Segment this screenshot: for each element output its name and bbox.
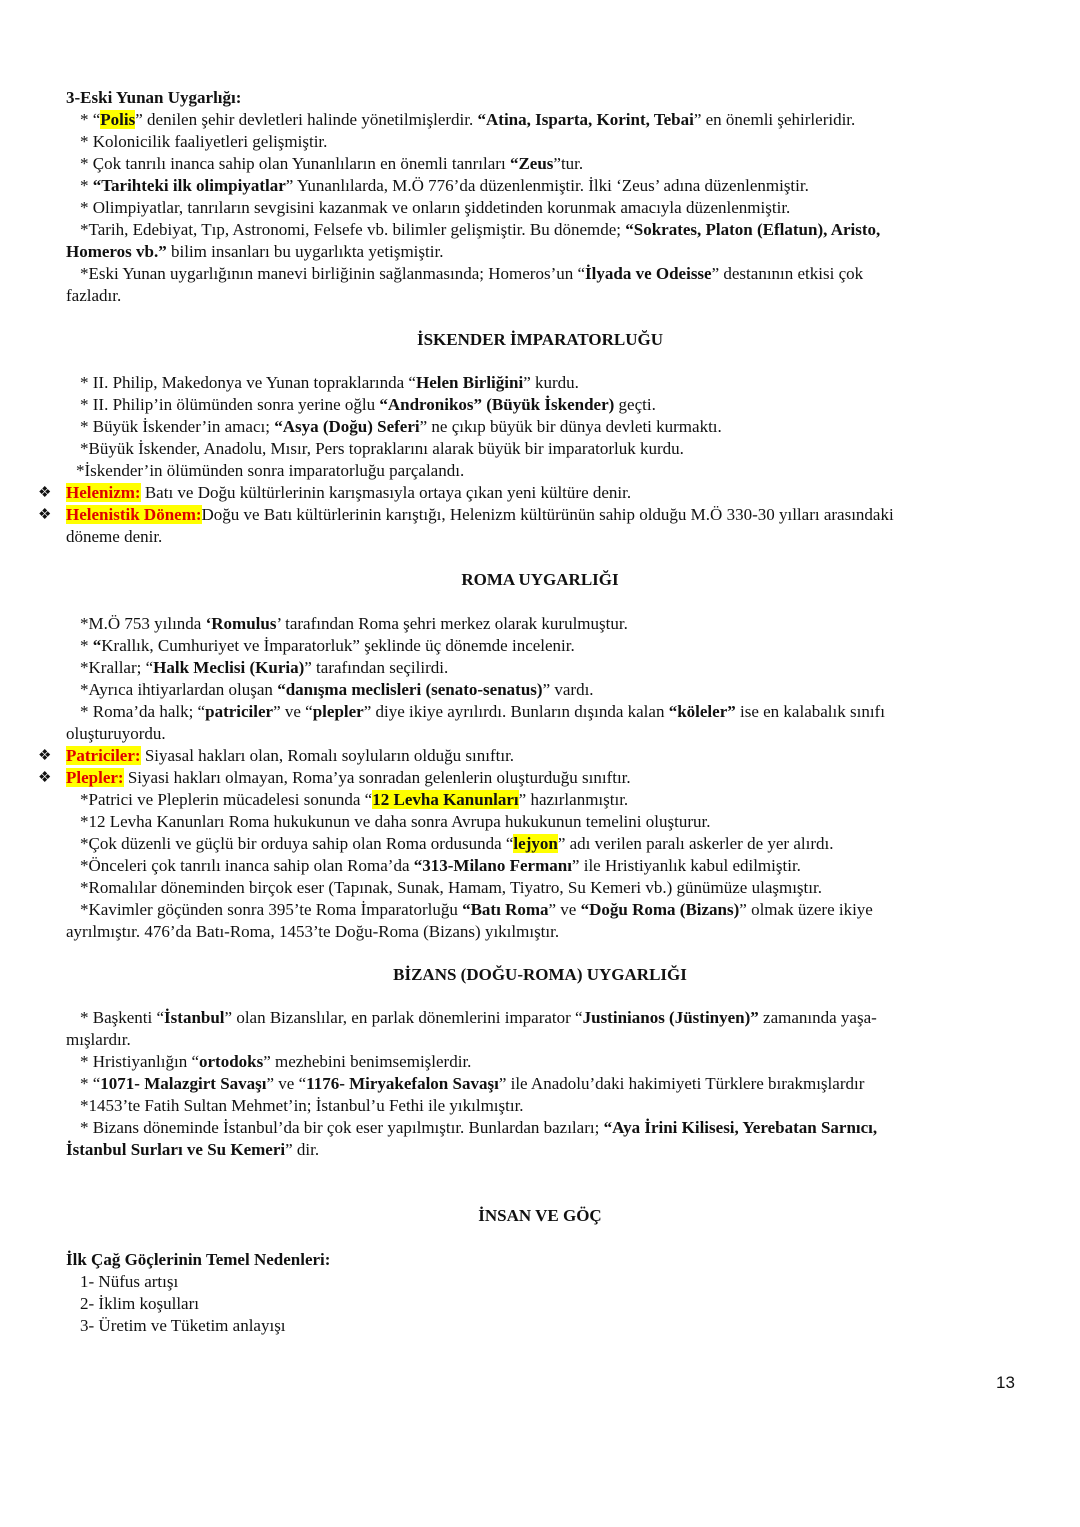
text-run: Siyasal hakları olan, Romalı soyluların olduğu sınıftır.	[140, 746, 515, 765]
text-run: ” ve “	[273, 702, 313, 721]
text-run: ” en önemli şehirleridir.	[693, 110, 856, 129]
highlighted-text: Polis	[100, 110, 136, 129]
text-run: döneme denir.	[66, 527, 163, 546]
text-run: ” ile Anadolu’daki hakimiyeti Türklere bırakmışlardır	[498, 1074, 865, 1093]
text-run: Batı ve Doğu kültürlerinin karışmasıyla ortaya çıkan yeni kültüre denir.	[140, 483, 632, 502]
text-run: ‘Romulus	[205, 614, 277, 633]
text-run: İstanbul Surları ve Su Kemeri	[66, 1140, 286, 1159]
text-run: * “	[80, 110, 101, 129]
text-run: *Ayrıca ihtiyarlardan oluşan	[80, 680, 278, 699]
text-run: “	[92, 636, 102, 655]
text-run: 3- Üretim ve Tüketim anlayışı	[80, 1316, 286, 1335]
text-run: “313-Milano Fermanı	[413, 856, 572, 875]
text-run: ” dir.	[285, 1140, 320, 1159]
text-run: ” vardı.	[542, 680, 594, 699]
text-line	[38, 767, 631, 789]
text-line	[80, 1051, 471, 1073]
text-run: *M.Ö 753 yılında	[80, 614, 206, 633]
text-line	[66, 241, 443, 263]
heading-insan-ve-goc: İNSAN VE GÖÇ	[478, 1206, 602, 1225]
text-run: *	[80, 176, 93, 195]
text-run: * Roma’da halk; “	[80, 702, 206, 721]
text-run: bilim insanları bu uygarlıkta yetişmiştir.	[166, 242, 444, 261]
text-run: Justinianos (Jüstinyen)”	[582, 1008, 759, 1027]
text-line	[80, 811, 710, 833]
text-run: ” denilen şehir devletleri halinde yönetilmişlerdir.	[135, 110, 478, 129]
text-run: plepler	[312, 702, 364, 721]
text-run: * Olimpiyatlar, tanrıların sevgisini kazanmak ve onların şiddetinden korunmak amacıyla düzenlenmiştir.	[80, 198, 791, 217]
text-run: “Andronikos” (Büyük İskender)	[379, 395, 615, 414]
text-run: *Tarih, Edebiyat, Tıp, Astronomi, Felsefe vb. bilimler gelişmiştir. Bu dönemde;	[80, 220, 626, 239]
text-run: * II. Philip, Makedonya ve Yunan topraklarında “	[80, 373, 416, 392]
text-run: fazladır.	[66, 286, 122, 305]
text-line	[80, 877, 822, 899]
text-run: ” Yunanlılarda, M.Ö 776’da düzenlenmiştir. İlki ‘Zeus’ adına düzenlenmiştir.	[285, 176, 809, 195]
text-run: ” destanının etkisi çok	[711, 264, 864, 283]
text-run: *Önceleri çok tanrılı inanca sahip olan Roma’da	[80, 856, 414, 875]
text-run: İlk Çağ Göçlerinin Temel Nedenleri:	[66, 1250, 331, 1269]
text-run: Homeros vb.”	[66, 242, 167, 261]
text-line	[80, 394, 656, 416]
text-run: 1071- Malazgirt Savaşı	[100, 1074, 267, 1093]
text-run: Krallık, Cumhuriyet ve İmparatorluk” şeklinde üç dönemde incelenir.	[101, 636, 575, 655]
text-run: ” ne çıkıp büyük bir dünya devleti kurmaktı.	[419, 417, 722, 436]
page-number: 13	[996, 1373, 1015, 1392]
text-run: ayrılmıştır. 476’da Batı-Roma, 1453’te Doğu-Roma (Bizans) yıkılmıştır.	[66, 922, 560, 941]
text-line	[80, 372, 579, 394]
text-run: “Doğu Roma (Bizans)	[580, 900, 740, 919]
text-run: *Büyük İskender, Anadolu, Mısır, Pers topraklarını alarak büyük bir imparatorluk kurdu.	[80, 439, 684, 458]
text-line	[80, 613, 628, 635]
text-line	[76, 460, 464, 482]
text-run: *Patrici ve Pleplerin mücadelesi sonunda “	[80, 790, 373, 809]
text-line	[66, 1249, 330, 1271]
text-line	[80, 1095, 524, 1117]
text-line	[80, 175, 809, 197]
heading-roma: ROMA UYGARLIĞI	[461, 570, 619, 589]
term-label: Patriciler:	[66, 746, 141, 765]
text-line	[66, 1029, 131, 1051]
text-run: * II. Philip’in ölümünden sonra yerine oğlu	[80, 395, 380, 414]
text-line	[80, 899, 873, 921]
text-line	[80, 701, 885, 723]
text-run: *Çok düzenli ve güçlü bir orduya sahip olan Roma ordusunda “	[80, 834, 514, 853]
text-run: Siyasi hakları olmayan, Roma’ya sonradan gelenlerin oluşturduğu sınıftır.	[123, 768, 631, 787]
text-run: patriciler	[205, 702, 274, 721]
text-run: ” adı verilen paralı askerler de yer alırdı.	[557, 834, 834, 853]
diamond-bullet-icon: ❖	[38, 748, 52, 764]
text-line	[80, 131, 327, 153]
text-run: 3-Eski Yunan Uygarlığı:	[66, 88, 242, 107]
text-run: “köleler”	[668, 702, 736, 721]
text-run: oluşturuyordu.	[66, 724, 166, 743]
diamond-bullet-icon: ❖	[38, 485, 52, 501]
text-run: “Batı Roma	[462, 900, 549, 919]
text-line	[80, 416, 722, 438]
text-line	[80, 1271, 178, 1293]
text-run: * Çok tanrılı inanca sahip olan Yunanlıların en önemli tanrıları	[80, 154, 510, 173]
text-run: ”tur.	[553, 154, 584, 173]
highlighted-text: 12 Levha Kanunları	[372, 790, 519, 809]
text-run: * Hristiyanlığın “	[80, 1052, 199, 1071]
text-run: “Aya İrini Kilisesi, Yerebatan Sarnıcı,	[603, 1118, 878, 1137]
text-run: 2- İklim koşulları	[80, 1294, 199, 1313]
text-run: * Kolonicilik faaliyetleri gelişmiştir.	[80, 132, 328, 151]
text-line	[80, 219, 880, 241]
text-run: * Büyük İskender’in amacı;	[80, 417, 275, 436]
text-run: ” olan Bizanslılar, en parlak dönemlerini imparator “	[224, 1008, 583, 1027]
text-run: 1- Nüfus artışı	[80, 1272, 179, 1291]
text-line	[80, 1007, 877, 1029]
text-line	[38, 504, 894, 526]
text-run: *İskender’in ölümünden sonra imparatorluğu parçalandı.	[76, 461, 465, 480]
text-line	[66, 526, 162, 548]
text-line	[80, 263, 863, 285]
heading-bizans: BİZANS (DOĞU-ROMA) UYGARLIĞI	[393, 965, 687, 984]
text-line	[80, 153, 583, 175]
text-run: Halk Meclisi (Kuria)	[153, 658, 305, 677]
text-run: *Romalılar döneminden birçok eser (Tapınak, Sunak, Hamam, Tiyatro, Su Kemeri vb.) günümüze ulaşmıştır.	[80, 878, 822, 897]
text-line	[80, 438, 684, 460]
text-run: * Bizans döneminde İstanbul’da bir çok eser yapılmıştır. Bunlardan bazıları;	[80, 1118, 604, 1137]
text-run: Helen Birliğini	[415, 373, 524, 392]
text-line	[80, 1073, 864, 1095]
text-run: “Zeus	[509, 154, 554, 173]
text-run: *1453’te Fatih Sultan Mehmet’in; İstanbul’u Fethi ile yıkılmıştır.	[80, 1096, 524, 1115]
text-run: *12 Levha Kanunları Roma hukukunun ve daha sonra Avrupa hukukunun temelini oluşturur.	[80, 812, 711, 831]
highlighted-text: lejyon	[513, 834, 558, 853]
text-run: ” olmak üzere ikiye	[739, 900, 873, 919]
text-line	[80, 635, 575, 657]
text-line	[38, 482, 632, 504]
text-line	[38, 745, 515, 767]
text-run: Doğu ve Batı kültürlerinin karıştığı, Helenizm kültürünün sahip olduğu M.Ö 330-30 yılları arasındaki	[201, 505, 894, 524]
text-run: ” hazırlanmıştır.	[518, 790, 629, 809]
text-run: İlyada ve Odeisse	[585, 264, 712, 283]
text-line	[80, 657, 448, 679]
text-run: “Tarihteki ilk olimpiyatlar	[92, 176, 286, 195]
text-run: * Başkenti “	[80, 1008, 165, 1027]
text-run: “Sokrates, Platon (Eflatun), Aristo,	[625, 220, 881, 239]
text-line	[80, 109, 855, 131]
diamond-bullet-icon: ❖	[38, 770, 52, 786]
text-run: ” diye ikiye ayrılırdı. Bunların dışında kalan	[363, 702, 669, 721]
text-run: * “	[80, 1074, 101, 1093]
term-label: Helenizm:	[66, 483, 141, 502]
text-line	[66, 921, 559, 943]
text-run: mışlardır.	[66, 1030, 131, 1049]
text-run: ’ tarafından Roma şehri merkez olarak kurulmuştur.	[276, 614, 628, 633]
text-line	[80, 1315, 286, 1337]
text-line	[80, 855, 801, 877]
text-run: ” kurdu.	[523, 373, 579, 392]
text-run: “danışma meclisleri (senato-senatus)	[277, 680, 543, 699]
text-run: ise en kalabalık sınıfı	[735, 702, 885, 721]
text-run: İstanbul	[164, 1008, 225, 1027]
text-line	[80, 1293, 199, 1315]
text-run: 1176- Miryakefalon Savaşı	[306, 1074, 499, 1093]
text-line	[66, 87, 241, 109]
text-line	[66, 285, 121, 307]
text-run: ” tarafından seçilirdi.	[304, 658, 449, 677]
text-run: ” mezhebini benimsemişlerdir.	[263, 1052, 472, 1071]
text-run: *Eski Yunan uygarlığının manevi birliğinin sağlanmasında; Homeros’un “	[80, 264, 586, 283]
text-line	[66, 1139, 319, 1161]
text-line	[80, 833, 833, 855]
text-line	[80, 679, 594, 701]
text-run: “Asya (Doğu) Seferi	[274, 417, 420, 436]
text-line	[80, 197, 790, 219]
diamond-bullet-icon: ❖	[38, 507, 52, 523]
text-run: ” ve “	[266, 1074, 307, 1093]
text-run: *Kavimler göçünden sonra 395’te Roma İmparatorluğu	[80, 900, 463, 919]
text-run: ortodoks	[198, 1052, 264, 1071]
text-line	[66, 723, 166, 745]
text-line	[80, 789, 628, 811]
text-run: geçti.	[614, 395, 656, 414]
term-label: Helenistik Dönem:	[66, 505, 202, 524]
text-run: *Krallar; “	[80, 658, 154, 677]
text-run: zamanında yaşa-	[758, 1008, 877, 1027]
text-run: *	[80, 636, 93, 655]
term-label: Plepler:	[66, 768, 124, 787]
text-run: ” ile Hristiyanlık kabul edilmiştir.	[571, 856, 801, 875]
text-run: “Atina, Isparta, Korint, Tebai	[477, 110, 694, 129]
text-run: ” ve	[548, 900, 581, 919]
heading-iskender: İSKENDER İMPARATORLUĞU	[416, 330, 664, 349]
text-line	[80, 1117, 877, 1139]
